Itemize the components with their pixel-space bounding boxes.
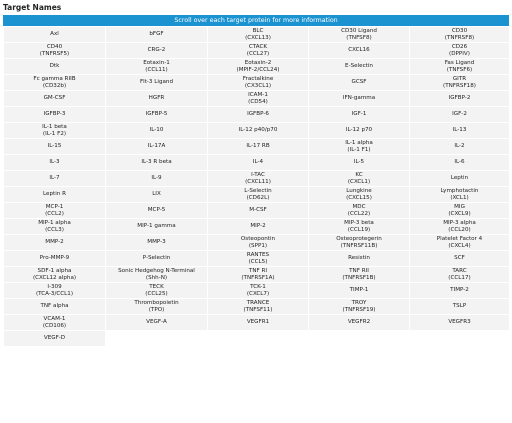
table-row [4, 75, 510, 91]
target-protein-cell[interactable] [106, 267, 208, 283]
target-name: IL-5 [353, 159, 365, 165]
target-alias: (CD62L) [246, 194, 270, 201]
target-name: IL-3 R beta [141, 159, 172, 165]
target-protein-cell[interactable] [410, 315, 510, 331]
target-name: IL-1 alpha [345, 139, 373, 146]
target-alias: (TNFSF8) [346, 34, 372, 41]
target-protein-cell[interactable] [410, 235, 510, 251]
target-protein-cell[interactable] [4, 91, 106, 107]
target-name: Flt-3 Ligand [139, 79, 174, 85]
target-name: MMP-2 [45, 239, 64, 245]
target-protein-cell[interactable] [4, 315, 106, 331]
target-name: IL-2 [454, 143, 465, 149]
table-row [4, 315, 510, 331]
target-name: IL-9 [151, 175, 162, 181]
target-alias: (CD106) [42, 322, 67, 329]
target-alias: (SPP1) [248, 242, 268, 249]
target-alias: (XCL1) [450, 194, 469, 201]
table-row [4, 123, 510, 139]
target-name: IL-12 p40/p70 [238, 127, 278, 133]
target-alias: (TNFRSF11B) [340, 242, 378, 249]
target-protein-cell[interactable] [208, 267, 309, 283]
target-protein-cell[interactable] [106, 155, 208, 171]
target-protein-cell[interactable] [410, 27, 510, 43]
target-protein-cell[interactable] [106, 91, 208, 107]
target-protein-cell[interactable] [106, 43, 208, 59]
target-protein-cell[interactable] [309, 187, 410, 203]
target-alias: (TNFRSF8) [444, 34, 475, 41]
target-name: TECK [149, 283, 164, 290]
target-alias: (TPO) [148, 306, 165, 313]
target-alias: (CCL3) [45, 226, 64, 233]
target-protein-cell[interactable] [208, 187, 309, 203]
target-alias: (CCL27) [246, 50, 270, 57]
target-alias: (CXCL12 alpha) [32, 274, 77, 281]
target-name: IL-12 p70 [345, 127, 373, 133]
target-name: TROY [351, 299, 367, 306]
target-name: VEGFR2 [347, 319, 371, 325]
target-name: GCSF [351, 79, 367, 85]
target-alias: (CCL22) [347, 210, 371, 217]
target-protein-cell[interactable] [4, 171, 106, 187]
target-protein-cell[interactable] [208, 283, 309, 299]
target-alias: (Shh-N) [145, 274, 168, 281]
target-protein-cell[interactable] [309, 267, 410, 283]
target-alias: (CCL20) [448, 226, 471, 233]
target-name: IL-7 [49, 175, 60, 181]
target-name: Pro-MMP-9 [39, 255, 70, 261]
target-name: bFGF [149, 31, 164, 37]
target-alias: (IL-1 F2) [42, 130, 67, 137]
target-alias: (CXCL13) [245, 34, 271, 41]
target-name: CD30 [451, 27, 468, 34]
target-name: Thrombopoietin [134, 299, 179, 306]
target-protein-cell[interactable] [309, 75, 410, 91]
target-protein-cell[interactable] [410, 251, 510, 267]
target-protein-cell[interactable] [4, 235, 106, 251]
target-alias: (CCL2) [45, 210, 64, 217]
target-name: TNF RII [349, 267, 369, 274]
empty-cell [208, 331, 309, 347]
table-row [4, 235, 510, 251]
target-name: Lungkine [346, 187, 372, 194]
target-alias: (CCL25) [145, 290, 168, 297]
target-name: MIP-3 beta [344, 219, 374, 226]
target-name: VCAM-1 [43, 315, 66, 322]
target-name: Fractalkine [242, 75, 274, 82]
target-protein-cell[interactable] [208, 299, 309, 315]
target-protein-cell[interactable] [208, 107, 309, 123]
target-name: Eotaxin-1 [143, 59, 170, 66]
table-row [4, 155, 510, 171]
table-row [4, 43, 510, 59]
target-protein-cell[interactable] [106, 235, 208, 251]
target-name: LIX [152, 191, 161, 197]
target-name: Eotaxin-2 [244, 59, 272, 66]
target-protein-cell[interactable] [4, 267, 106, 283]
target-protein-cell[interactable] [410, 219, 510, 235]
target-protein-cell[interactable] [309, 283, 410, 299]
target-name: P-Selectin [142, 255, 171, 261]
target-protein-cell[interactable] [309, 107, 410, 123]
target-protein-cell[interactable] [208, 43, 309, 59]
target-protein-cell[interactable] [309, 203, 410, 219]
target-protein-cell[interactable] [309, 59, 410, 75]
target-protein-cell[interactable] [208, 203, 309, 219]
target-alias: (CCL5) [248, 258, 268, 265]
info-banner: Scroll over each target protein for more information [3, 15, 509, 26]
target-protein-cell[interactable] [4, 155, 106, 171]
target-name: CRG-2 [147, 47, 166, 53]
target-alias: (CXCL9) [448, 210, 471, 217]
target-protein-cell[interactable] [410, 203, 510, 219]
target-name: IL-17A [147, 143, 166, 149]
target-name: IL-15 [47, 143, 62, 149]
target-name: IL-4 [252, 159, 264, 165]
target-protein-cell[interactable] [410, 171, 510, 187]
target-protein-cell[interactable] [106, 219, 208, 235]
target-protein-cell[interactable] [208, 59, 309, 75]
target-alias: (TNFRSF19) [342, 306, 376, 313]
target-protein-cell[interactable] [309, 123, 410, 139]
target-protein-cell[interactable] [4, 75, 106, 91]
table-row [4, 107, 510, 123]
target-alias: (CD54) [248, 98, 268, 105]
target-name: TCK-1 [250, 283, 266, 290]
target-name: Osteopontin [240, 235, 276, 242]
target-name: E-Selectin [345, 63, 373, 69]
target-name: IL-10 [149, 127, 164, 133]
table-row [4, 299, 510, 315]
target-name: TIMP-2 [450, 287, 469, 293]
target-alias: (CD32b) [42, 82, 67, 89]
target-protein-cell[interactable] [410, 59, 510, 75]
empty-cell [309, 331, 410, 347]
target-name: MIP-1 gamma [137, 223, 176, 229]
target-name: Lymphotactin [440, 187, 479, 194]
target-protein-cell[interactable] [410, 75, 510, 91]
target-name: Axl [50, 31, 59, 37]
target-name: GITR [452, 75, 467, 82]
target-name: SDF-1 alpha [37, 267, 72, 274]
target-protein-cell[interactable] [4, 59, 106, 75]
target-protein-cell[interactable] [106, 139, 208, 155]
table-row [4, 59, 510, 75]
target-alias: (CXCL15) [346, 194, 372, 201]
target-name: IGF-1 [351, 111, 367, 117]
target-protein-cell[interactable] [410, 107, 510, 123]
target-protein-cell[interactable] [208, 315, 309, 331]
target-protein-cell[interactable] [208, 155, 309, 171]
target-table-body [4, 27, 510, 347]
target-protein-cell[interactable] [410, 283, 510, 299]
target-alias: (TNFSF11) [243, 306, 273, 313]
target-name: Fas Ligand [444, 59, 475, 66]
target-protein-cell[interactable] [208, 251, 309, 267]
target-protein-cell[interactable] [106, 75, 208, 91]
target-protein-cell[interactable] [410, 267, 510, 283]
target-alias: (IL-1 F1) [347, 146, 371, 153]
table-row [4, 187, 510, 203]
target-protein-cell[interactable] [309, 171, 410, 187]
target-alias: (DPPIV) [449, 50, 470, 57]
target-name: CTACK [248, 43, 268, 50]
target-protein-cell[interactable] [4, 331, 106, 347]
target-protein-cell[interactable] [4, 123, 106, 139]
target-protein-cell[interactable] [106, 251, 208, 267]
target-protein-cell[interactable] [4, 107, 106, 123]
target-name: L-Selectin [244, 187, 272, 194]
target-name: TNF RI [248, 267, 268, 274]
target-name: TNF alpha [40, 303, 69, 309]
target-protein-cell[interactable] [410, 187, 510, 203]
target-protein-cell[interactable] [208, 75, 309, 91]
target-protein-cell[interactable] [106, 299, 208, 315]
target-alias: (TNFRSF1A) [241, 274, 275, 281]
target-protein-cell[interactable] [106, 123, 208, 139]
target-protein-cell[interactable] [410, 123, 510, 139]
target-name: Osteoprotegerin [336, 235, 382, 242]
target-name: Dtk [49, 63, 60, 69]
target-name: IL-3 [49, 159, 60, 165]
target-protein-cell[interactable] [309, 91, 410, 107]
target-protein-cell[interactable] [208, 27, 309, 43]
target-protein-cell[interactable] [106, 171, 208, 187]
target-name: MIG [454, 203, 465, 210]
target-name: SCF [454, 255, 465, 261]
target-protein-cell[interactable] [410, 139, 510, 155]
section-title: Target Names [3, 3, 62, 12]
target-protein-cell[interactable] [309, 251, 410, 267]
target-name: I-309 [47, 283, 62, 290]
target-name: Leptin R [43, 191, 66, 197]
target-name: CD30 Ligand [341, 27, 377, 34]
target-protein-cell[interactable] [4, 283, 106, 299]
table-row [4, 267, 510, 283]
target-name: RANTES [246, 251, 270, 258]
target-alias: (CXCL1) [347, 178, 371, 185]
target-alias: (CXCL7) [246, 290, 270, 297]
target-protein-cell[interactable] [309, 299, 410, 315]
target-protein-cell[interactable] [309, 235, 410, 251]
target-name: Platelet Factor 4 [436, 235, 483, 242]
empty-cell [106, 331, 208, 347]
target-protein-cell[interactable] [208, 235, 309, 251]
target-protein-cell[interactable] [309, 139, 410, 155]
target-name: IL-1 beta [42, 123, 67, 130]
target-alias: (MPIF-2/CCL24) [236, 66, 280, 73]
target-protein-cell[interactable] [4, 43, 106, 59]
target-name: CXCL16 [348, 47, 370, 53]
target-protein-cell[interactable] [208, 139, 309, 155]
target-name: HGFR [148, 95, 165, 101]
target-name: Resistin [348, 255, 370, 261]
target-name: MMP-3 [147, 239, 166, 245]
table-row [4, 139, 510, 155]
target-name: MIP-3 alpha [443, 219, 476, 226]
target-protein-cell[interactable] [309, 315, 410, 331]
target-name: Leptin [450, 175, 469, 181]
target-alias: (TNFRSF1B) [342, 274, 376, 281]
target-alias: (CCL19) [347, 226, 371, 233]
target-alias: (CCL11) [145, 66, 168, 73]
target-name: IL-13 [452, 127, 467, 133]
target-protein-cell[interactable] [309, 43, 410, 59]
table-row [4, 283, 510, 299]
target-name: CD26 [451, 43, 468, 50]
target-name: IGFBP-2 [448, 95, 471, 101]
target-table [3, 26, 510, 347]
target-protein-cell[interactable] [309, 27, 410, 43]
target-name: I-TAC [251, 171, 265, 178]
target-protein-cell[interactable] [106, 187, 208, 203]
target-name: Fc gamma RIIB [33, 75, 76, 82]
table-row [4, 27, 510, 43]
target-name: TIMP-1 [349, 287, 369, 293]
target-protein-cell[interactable] [410, 299, 510, 315]
table-row [4, 331, 510, 347]
target-alias: (TCA-3/CCL1) [35, 290, 73, 297]
target-alias: (TNFRSF5) [39, 50, 70, 57]
target-name: VEGFR1 [246, 319, 270, 325]
target-protein-cell[interactable] [106, 27, 208, 43]
target-name: VEGF-A [146, 319, 167, 325]
target-alias: (CXCL11) [245, 178, 271, 185]
target-name: CD40 [46, 43, 63, 50]
target-protein-cell[interactable] [106, 107, 208, 123]
target-name: TSLP [452, 303, 467, 309]
target-name: TRANCE [246, 299, 270, 306]
empty-cell [410, 331, 510, 347]
target-protein-cell[interactable] [4, 203, 106, 219]
target-name: TARC [452, 267, 467, 274]
target-protein-cell[interactable] [410, 155, 510, 171]
target-protein-cell[interactable] [208, 171, 309, 187]
target-name: KC [355, 171, 363, 178]
target-name: ICAM-1 [248, 91, 268, 98]
target-name: MIP-1 alpha [38, 219, 71, 226]
target-protein-cell[interactable] [4, 187, 106, 203]
target-protein-cell[interactable] [208, 91, 309, 107]
target-protein-cell[interactable] [4, 139, 106, 155]
target-name: IGFBP-3 [43, 111, 66, 117]
target-protein-cell[interactable] [106, 283, 208, 299]
target-name: VEGF-D [43, 335, 66, 341]
target-protein-cell[interactable] [208, 219, 309, 235]
table-row [4, 91, 510, 107]
target-name: VEGFR3 [448, 319, 471, 325]
target-protein-cell[interactable] [4, 299, 106, 315]
target-name: MCP-5 [147, 207, 166, 213]
target-alias: (CXCL4) [448, 242, 471, 249]
target-name: MCP-1 [45, 203, 64, 210]
target-name: IGFBP-5 [145, 111, 168, 117]
target-name: IL-17 RB [246, 143, 270, 149]
target-protein-cell[interactable] [410, 43, 510, 59]
target-protein-cell[interactable] [106, 315, 208, 331]
target-name: IGF-2 [452, 111, 467, 117]
target-alias: (CX3CL1) [244, 82, 272, 89]
target-alias: (TNFRSF18) [443, 82, 476, 89]
target-alias: (CCL17) [448, 274, 471, 281]
target-protein-cell[interactable] [4, 251, 106, 267]
target-protein-cell[interactable] [410, 91, 510, 107]
target-protein-cell[interactable] [309, 155, 410, 171]
target-protein-cell[interactable] [4, 27, 106, 43]
target-name: IL-6 [454, 159, 465, 165]
table-row [4, 171, 510, 187]
target-protein-cell[interactable] [106, 203, 208, 219]
target-name: IFN-gamma [342, 95, 376, 101]
target-name: M-CSF [249, 207, 267, 213]
target-name: BLC [252, 27, 264, 34]
target-alias: (TNFSF6) [446, 66, 473, 73]
target-name: MIP-2 [250, 223, 266, 229]
target-name: GM-CSF [43, 95, 66, 101]
table-row [4, 219, 510, 235]
target-protein-cell[interactable] [4, 219, 106, 235]
target-name: MDC [352, 203, 366, 210]
target-name: Sonic Hedgehog N-Terminal [118, 267, 195, 274]
target-protein-cell[interactable] [106, 59, 208, 75]
target-protein-cell[interactable] [309, 219, 410, 235]
table-row [4, 203, 510, 219]
target-name: IGFBP-6 [247, 111, 269, 117]
table-row [4, 251, 510, 267]
target-protein-cell[interactable] [208, 123, 309, 139]
